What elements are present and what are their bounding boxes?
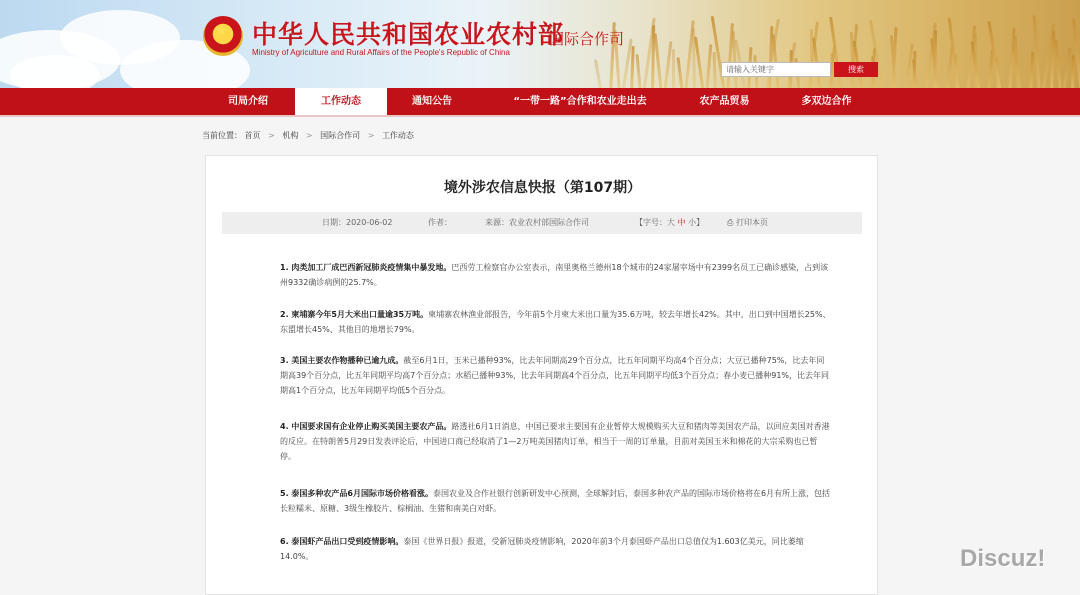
paragraph-body: 泰国农业及合作社银行创新研发中心预测，全球解封后，泰国多种农产品的国际市场价格将在6月有所上涨，包括长粒糯米、原糖、3级生橡胶片、棕榈油、生猪和南美白对虾。: [280, 489, 831, 513]
font-size-prefix: 【字号：: [635, 218, 667, 227]
font-size-suffix: 】: [696, 218, 705, 227]
breadcrumb-home[interactable]: 首页: [244, 131, 261, 140]
font-size-medium[interactable]: 中: [677, 218, 686, 227]
paragraph-lead: 1. 肉类加工厂成巴西新冠肺炎疫情集中暴发地。: [280, 263, 452, 272]
wheat-stalk: [654, 33, 663, 88]
paragraph-lead: 5. 泰国多种农产品6月国际市场价格看涨。: [280, 489, 433, 498]
article-paragraph: [280, 260, 832, 290]
search-button[interactable]: 搜索: [834, 62, 878, 77]
nav-item-agri-trade[interactable]: 农产品贸易: [699, 96, 750, 107]
article-paragraph: [280, 307, 832, 337]
wheat-stalk: [705, 44, 712, 88]
wheat-stalk: [594, 59, 603, 88]
article-title: 境外涉农信息快报（第107期）: [443, 180, 642, 196]
site-subtitle: Ministry of Agriculture and Rural Affairs of the People's Republic of China: [252, 48, 510, 57]
paragraph-lead: 2. 柬埔寨今年5月大米出口量逾35万吨。: [280, 310, 429, 319]
breadcrumb-separator: >: [367, 131, 375, 140]
paragraph-body: 截至6月1日，玉米已播种93%，比去年同期高29个百分点，比五年同期平均高4个百分点；大豆已播种75%，比去年同期高39个百分点，比五年同期平均高7个百分点；水稻已播种93%，比去年同期高4个百分点，比五年同期平均低3个百分点；春小麦已播种91%，比去年同期高1个百分点，比五年同期平均低5个百分点。: [280, 356, 830, 395]
breadcrumb-dept[interactable]: 国际合作司: [320, 131, 361, 140]
print-button[interactable]: [727, 212, 768, 234]
nav-item-cooperation[interactable]: 多双边合作: [801, 96, 852, 107]
department-name: 国际合作司: [549, 30, 625, 48]
paragraph-body: 泰国《世界日报》报道，受新冠肺炎疫情影响，2020年前3个月泰国虾产品出口总值仅为1.603亿美元，同比萎缩14.0%。: [280, 537, 804, 561]
paragraph-lead: 3. 美国主要农作物播种已逾九成。: [280, 356, 404, 365]
wheat-stalk: [677, 57, 684, 88]
wheat-stalk: [1054, 39, 1062, 88]
header-banner: [0, 0, 1080, 88]
font-size-small[interactable]: 小: [688, 218, 697, 227]
national-emblem-icon: ★: [203, 16, 243, 56]
article-paragraph: [280, 353, 832, 398]
nav-item-bureau-intro[interactable]: 司局介绍: [228, 96, 268, 107]
search-input[interactable]: 请输入关键字: [721, 62, 831, 77]
cloud-decoration: [10, 55, 100, 88]
article-panel: [205, 155, 878, 595]
paragraph-body: 柬埔寨农林渔业部报告，今年前5个月柬大米出口量为35.6万吨，较去年增长42%。其中，出口到中国增长25%、东盟增长45%、其他目的地增长79%。: [280, 310, 831, 334]
breadcrumb-current[interactable]: 工作动态: [381, 131, 414, 140]
nav-divider: [0, 115, 1080, 117]
wheat-stalk: [1062, 47, 1072, 88]
nav-item-belt-road[interactable]: “一带一路”合作和农业走出去: [513, 96, 647, 107]
article-author: 作者：: [428, 218, 452, 227]
breadcrumb-separator: >: [268, 131, 275, 140]
breadcrumb: [202, 130, 414, 141]
wheat-stalk: [630, 46, 635, 88]
breadcrumb-separator: >: [305, 131, 313, 140]
article-paragraph: [280, 486, 832, 516]
article-source: 来源：农业农村部国际合作司: [485, 218, 589, 227]
font-size-large[interactable]: 大: [667, 218, 675, 227]
wheat-stalk: [636, 54, 642, 88]
discuz-watermark: Discuz!: [960, 545, 1046, 572]
nav-item-notices[interactable]: 通知公告: [412, 96, 452, 107]
nav-item-work-news[interactable]: 工作动态: [295, 88, 387, 115]
print-label: 打印本页: [735, 218, 768, 227]
site-title[interactable]: 中华人民共和国农业农村部: [252, 20, 565, 49]
article-paragraph: [280, 419, 832, 464]
font-size-control: [635, 212, 704, 234]
printer-icon: ⎙: [727, 218, 734, 227]
wheat-stalk: [1029, 52, 1034, 88]
main-nav: [0, 88, 1080, 115]
article-meta-bar: [222, 212, 862, 234]
breadcrumb-prefix: 当前位置：: [202, 131, 242, 140]
article-date: 日期：2020-06-02: [322, 218, 393, 227]
breadcrumb-org[interactable]: 机构: [282, 131, 299, 140]
paragraph-body: 路透社6月1日消息，中国已要求主要国有企业暂停大规模购买大豆和猪肉等美国农产品，以回应美国对香港的反应。在特朗普5月29日发表评论后，中国进口商已经取消了1—2万吨美国猪肉订单，相当于一周的订单量，目前对美国玉米和棉花的大宗采购也已暂停。: [280, 422, 830, 461]
article-paragraph: [280, 534, 832, 564]
paragraph-lead: 4. 中国要求国有企业停止购买美国主要农产品。: [280, 422, 452, 431]
paragraph-lead: 6. 泰国虾产品出口受到疫情影响。: [280, 537, 404, 546]
wheat-stalk: [672, 49, 675, 88]
wheat-stalk: [1071, 55, 1075, 88]
paragraph-body: 巴西劳工检察官办公室表示，南里奥格兰德州18个城市的24家屠宰场中有2399名员工已确诊感染，占到该州9332确诊病例的25.7%。: [280, 263, 829, 287]
